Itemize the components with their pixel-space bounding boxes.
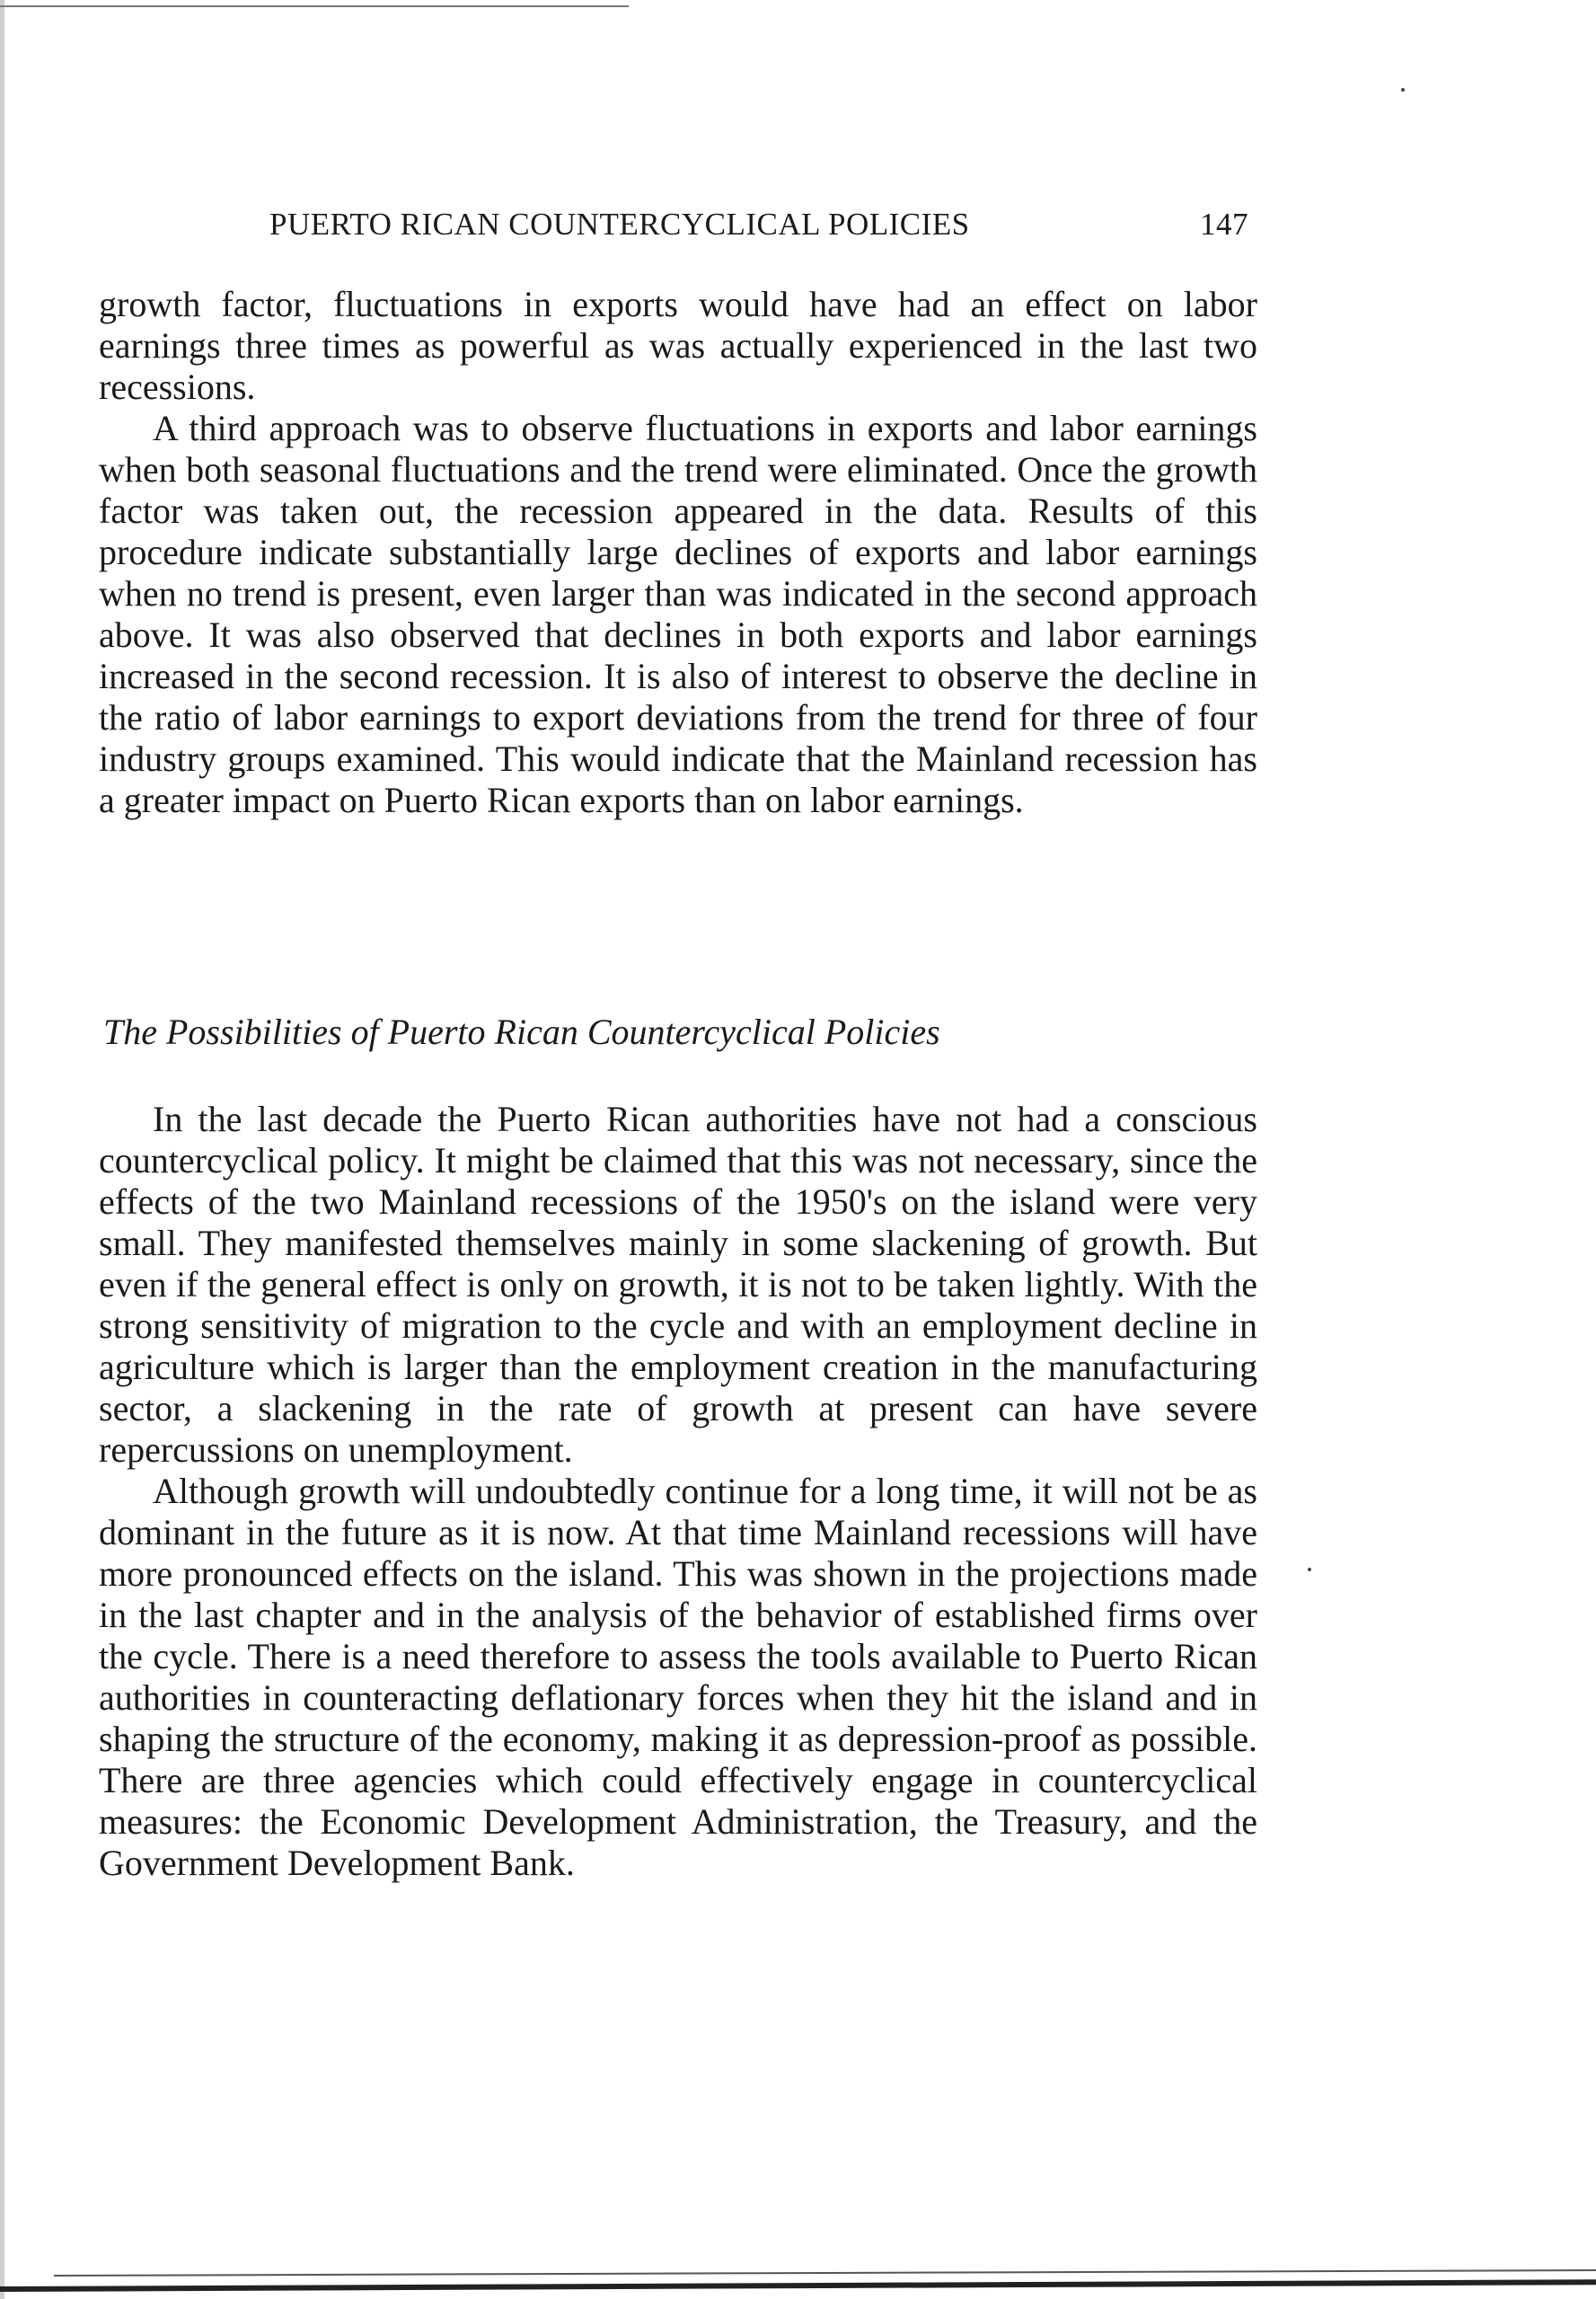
paragraph-continued: growth factor, fluctuations in exports would have had an effect on labor earnings three times as powerful as was actually experienced in the last two recessions. <box>99 284 1257 407</box>
page-edge-shadow <box>0 0 4 2299</box>
paragraph: A third approach was to observe fluctuations in exports and labor earnings when both seasonal fluctuations and the trend were eliminated. Once the growth factor was taken out, the recession appeared in the data. Results of this procedure indicate substantially large declines of exports and labor earnings when no trend is present, even larger than was indicated in the second approach above. It was also observed that declines in both exports and labor earnings increased in the second recession. It is also of interest to observe the decline in the ratio of labor earnings to export deviations from the trend for three of four industry groups examined. This would indicate that the Mainland recession has a greater impact on Puerto Rican exports than on labor earnings. <box>99 408 1257 820</box>
body-text-section <box>99 1099 1257 1884</box>
paragraph: In the last decade the Puerto Rican authorities have not had a conscious countercyclical policy. It might be claimed that this was not necessary, since the effects of the two Mainland recessions of the 1950's on the island were very small. They manifested themselves mainly in some slackening of growth. But even if the general effect is only on growth, it is not to be taken lightly. With the strong sensitivity of migration to the cycle and with an employment decline in agriculture which is larger than the employment creation in the manufacturing sector, a slackening in the rate of growth at present can have severe repercussions on unemployment. <box>99 1099 1257 1470</box>
scan-speck <box>1308 1568 1311 1571</box>
body-text-top <box>99 284 1257 821</box>
page-number: 147 <box>1200 207 1248 242</box>
bottom-rule-thin <box>54 2269 1596 2277</box>
top-rule <box>0 5 629 7</box>
bottom-rule <box>0 2279 1596 2292</box>
running-title: PUERTO RICAN COUNTERCYCLICAL POLICIES <box>269 207 970 242</box>
section-heading: The Possibilities of Puerto Rican Countercyclical Policies <box>103 1012 940 1052</box>
scan-speck <box>1401 88 1405 92</box>
paragraph: Although growth will undoubtedly continue for a long time, it will not be as dominant in the future as it is now. At that time Mainland recessions will have more pronounced effects on the island. This was shown in the projections made in the last chapter and in the analysis of the behavior of established firms over the cycle. There is a need therefore to assess the tools available to Puerto Rican authorities in counteracting deflationary forces when they hit the island and in shaping the structure of the economy, making it as depression-proof as possible. There are three agencies which could effectively engage in countercyclical measures: the Economic Development Administration, the Treasury, and the Government Development Bank. <box>99 1471 1257 1883</box>
